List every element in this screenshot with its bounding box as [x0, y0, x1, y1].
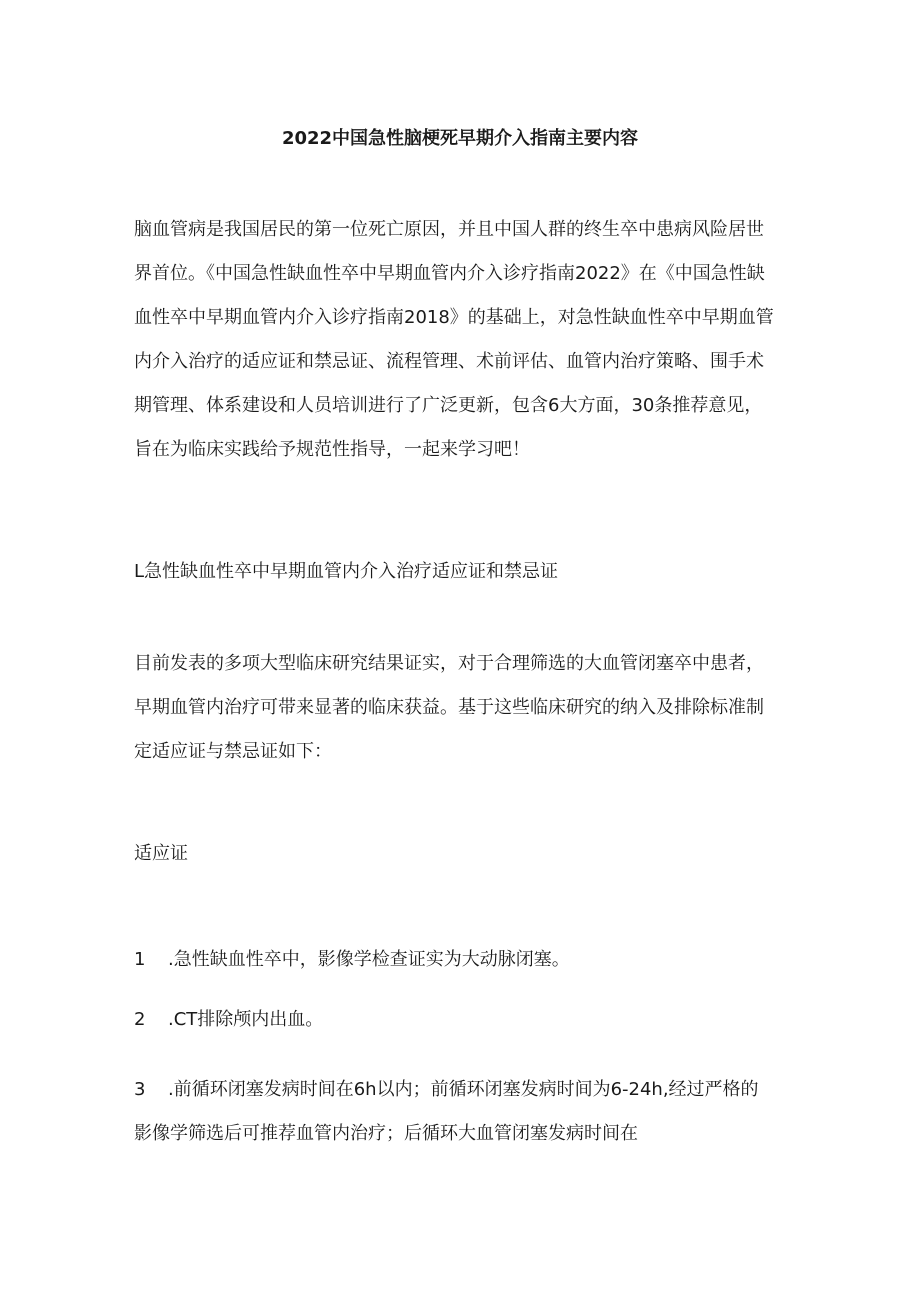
- page-title: 2022中国急性脑梗死早期介入指南主要内容: [281, 128, 639, 149]
- subsection-heading: [134, 832, 794, 876]
- list-item-text: .急性缺血性卒中，影像学检查证实为大动脉闭塞。: [168, 949, 570, 970]
- section-line: 早期血管内治疗可带来显著的临床获益。基于这些临床研究的纳入及排除标准制: [134, 697, 764, 718]
- list-item: [134, 1068, 794, 1156]
- intro-line: 旨在为临床实践给予规范性指导，一起来学习吧！: [134, 439, 530, 460]
- list-item-text: .前循环闭塞发病时间在6h以内；前循环闭塞发病时间为6-24h,经过严格的: [168, 1079, 759, 1100]
- section-line: 目前发表的多项大型临床研究结果证实，对于合理筛选的大血管闭塞卒中患者，: [134, 653, 764, 674]
- list-item: [134, 938, 794, 982]
- intro-line: 内介入治疗的适应证和禁忌证、流程管理、术前评估、血管内治疗策略、围手术: [134, 351, 764, 372]
- list-item: [134, 998, 794, 1042]
- section-heading-text: L急性缺血性卒中早期血管内介入治疗适应证和禁忌证: [134, 561, 559, 582]
- section-line: 定适应证与禁忌证如下：: [134, 741, 332, 762]
- subsection-heading-text: 适应证: [134, 843, 188, 864]
- list-item-number: 2: [134, 1009, 146, 1030]
- list-item-text: .CT排除颅内出血。: [168, 1009, 324, 1030]
- list-item-number: 1: [134, 949, 146, 970]
- intro-line: 血性卒中早期血管内介入诊疗指南2018》的基础上，对急性缺血性卒中早期血管: [134, 307, 774, 328]
- intro-paragraph: [134, 208, 794, 472]
- intro-line: 脑血管病是我国居民的第一位死亡原因，并且中国人群的终生卒中患病风险居世: [134, 219, 764, 240]
- list-item-number: 3: [134, 1079, 146, 1100]
- intro-line: 界首位。《中国急性缺血性卒中早期血管内介入诊疗指南2022》在《中国急性缺: [134, 263, 765, 284]
- intro-line: 期管理、体系建设和人员培训进行了广泛更新，包含6大方面，30条推荐意见，: [134, 395, 763, 416]
- list-item-continuation: 影像学筛选后可推荐血管内治疗；后循环大血管闭塞发病时间在: [134, 1123, 638, 1144]
- section-paragraph: [134, 642, 794, 774]
- section-heading: [134, 550, 794, 594]
